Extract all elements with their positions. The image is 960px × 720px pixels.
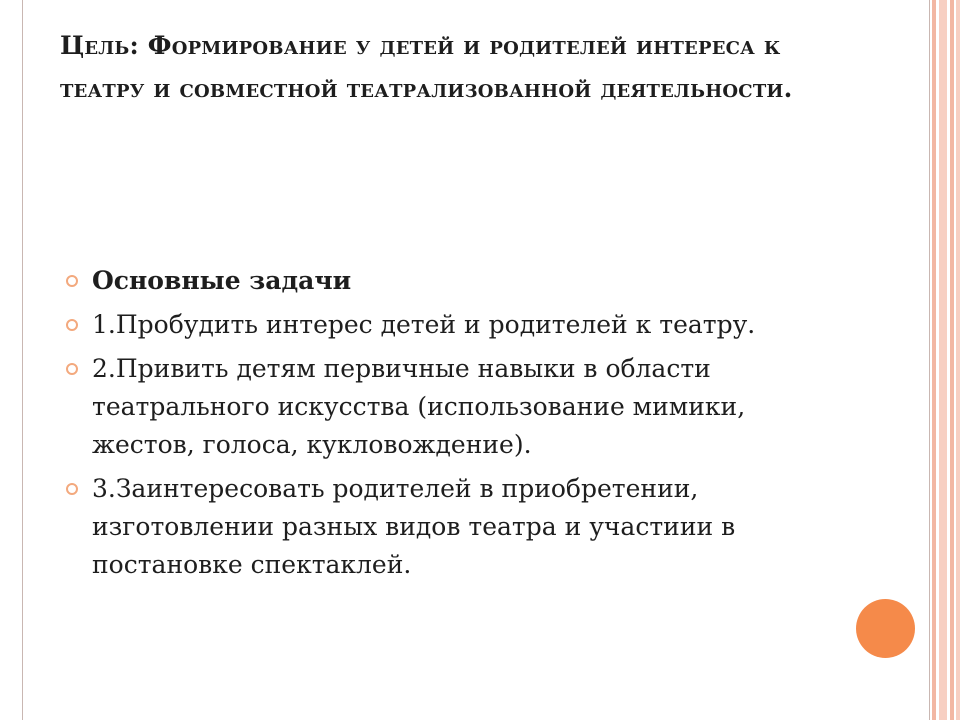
title-separator: :	[129, 31, 148, 60]
circle-bullet-icon	[66, 363, 78, 375]
list-item	[60, 306, 840, 344]
circle-bullet-icon	[66, 275, 78, 287]
list-item-text: 2.Привить детям первичные навыки в области театрального искусства (использование мимики, жестов, голоса, кукловождение).	[92, 354, 746, 459]
decorative-stripes	[930, 0, 960, 720]
list-item-text: 1.Пробудить интерес детей и родителей к театру.	[92, 310, 756, 339]
decorative-circle	[856, 599, 915, 658]
slide-title	[60, 24, 840, 110]
list-item	[60, 350, 840, 464]
title-label: Цель	[60, 31, 130, 60]
title-text: Формирование у детей и родителей интереса к театру и совместной театрализованной деятельности.	[60, 31, 793, 103]
list-item	[60, 262, 840, 300]
list-item	[60, 470, 840, 584]
list-item-text: Основные задачи	[92, 266, 352, 295]
circle-bullet-icon	[66, 483, 78, 495]
circle-bullet-icon	[66, 319, 78, 331]
list-item-text: 3.Заинтересовать родителей в приобретении, изготовлении разных видов театра и участиии в постановке спектаклей.	[92, 474, 736, 579]
task-list	[60, 262, 840, 590]
